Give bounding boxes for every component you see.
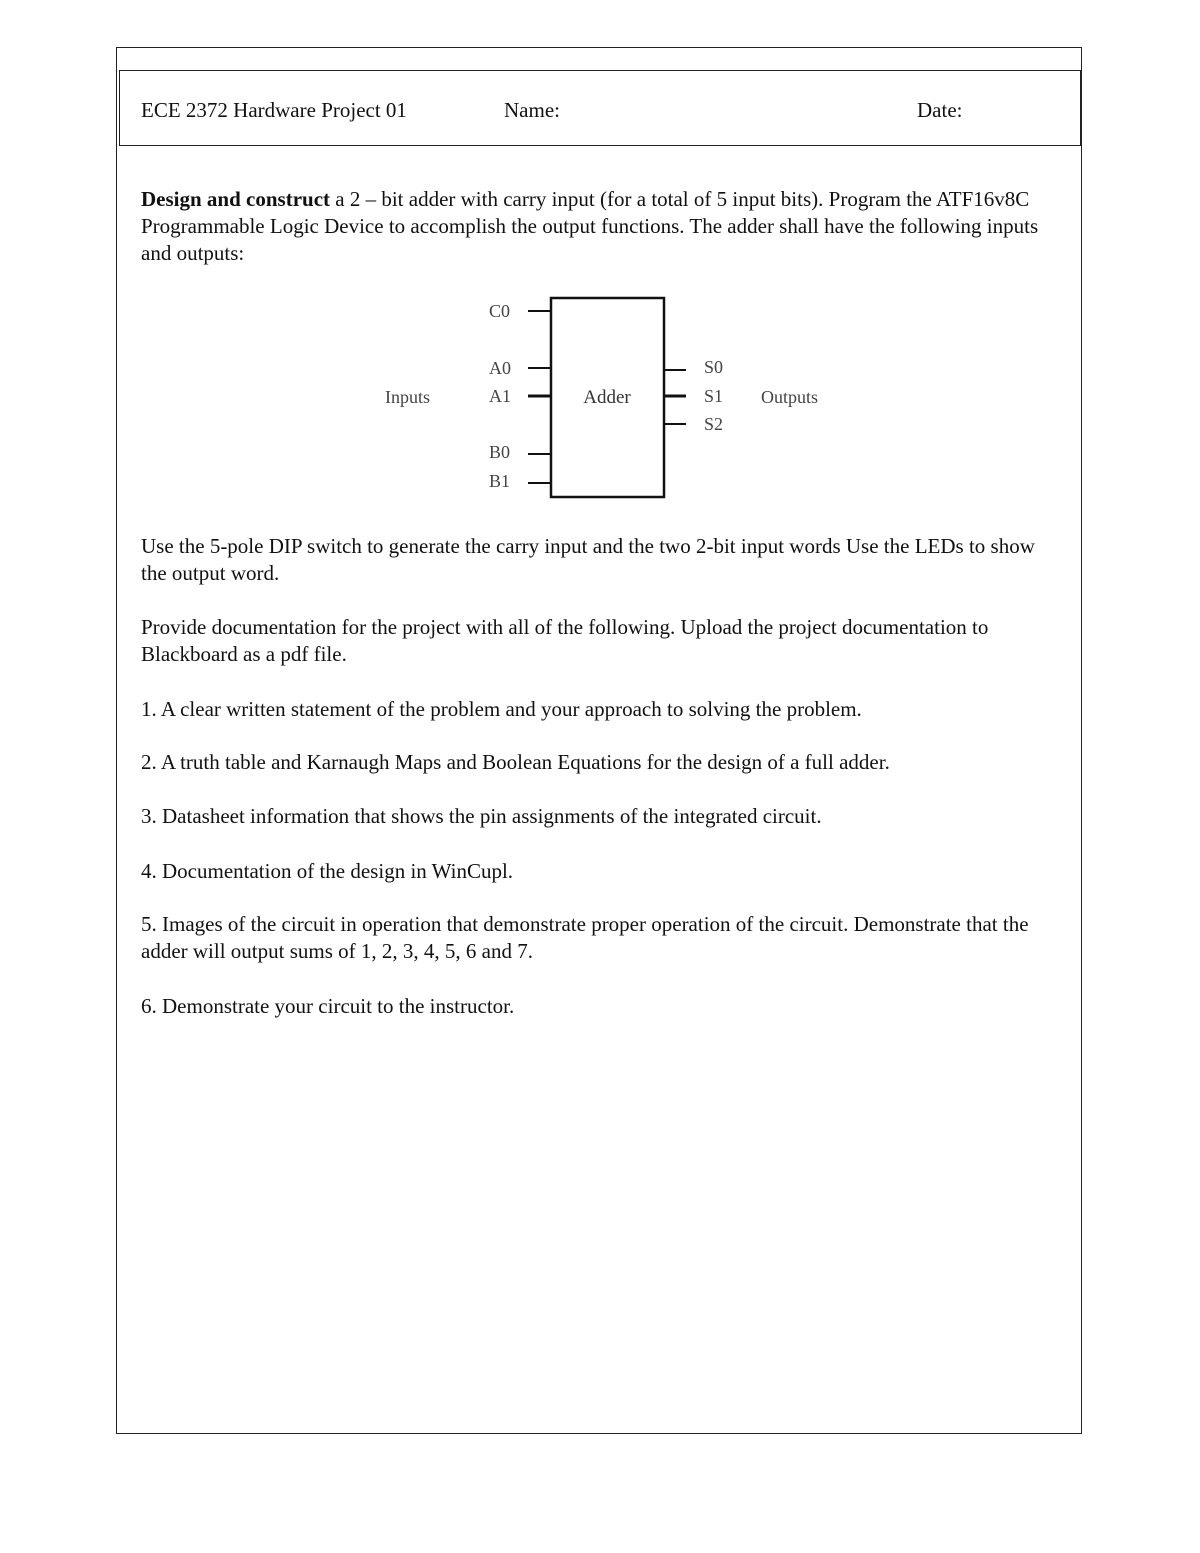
list-item-4: 4. Documentation of the design in WinCupl. [141,859,514,883]
list-item-2: 2. A truth table and Karnaugh Maps and Boolean Equations for the design of a full adder. [141,750,890,774]
list-item-3: 3. Datasheet information that shows the pin assignments of the integrated circuit. [141,804,822,828]
list-item-1: 1. A clear written statement of the problem and your approach to solving the problem. [141,697,862,721]
pin-s0-label: S0 [704,357,724,377]
pin-c0-label: C0 [489,301,511,321]
adder-diagram-svg [370,290,850,505]
pin-a0-label: A0 [489,358,511,378]
pin-s1-label: S1 [704,386,724,406]
dip-switch-paragraph: Use the 5-pole DIP switch to generate the carry input and the two 2-bit input words Use the LEDs to show the output word. [141,534,1035,585]
list-item-5: 5. Images of the circuit in operation that demonstrate proper operation of the circuit. Demonstrate that the adder will output sums of 1, 2, 3, 4, 5, 6 and 7. [141,912,1029,963]
pin-b1-label: B1 [489,471,511,491]
header-box [119,70,1081,146]
documentation-paragraph: Provide documentation for the project with all of the following. Upload the project documentation to Blackboard as a pdf file. [141,615,989,666]
intro-text: a 2 – bit adder with carry input (for a total of 5 input bits). Program the ATF16v8C Programmable Logic Device to accomplish the output functions. The adder shall have the following inputs and outputs: [141,187,1039,265]
date-label: Date: [917,98,963,122]
name-label: Name: [504,98,560,122]
intro-bold-lead: Design and construct [141,187,331,211]
pin-a1-label: A1 [489,386,511,406]
pin-s2-label: S2 [704,414,724,434]
adder-label: Adder [583,387,631,408]
inputs-label: Inputs [385,387,430,407]
outputs-label: Outputs [761,387,819,407]
intro-paragraph [141,186,1051,267]
adder-block-diagram [370,290,850,505]
list-item-6: 6. Demonstrate your circuit to the instructor. [141,994,515,1018]
document-title: ECE 2372 Hardware Project 01 [141,98,407,122]
pin-b0-label: B0 [489,442,511,462]
